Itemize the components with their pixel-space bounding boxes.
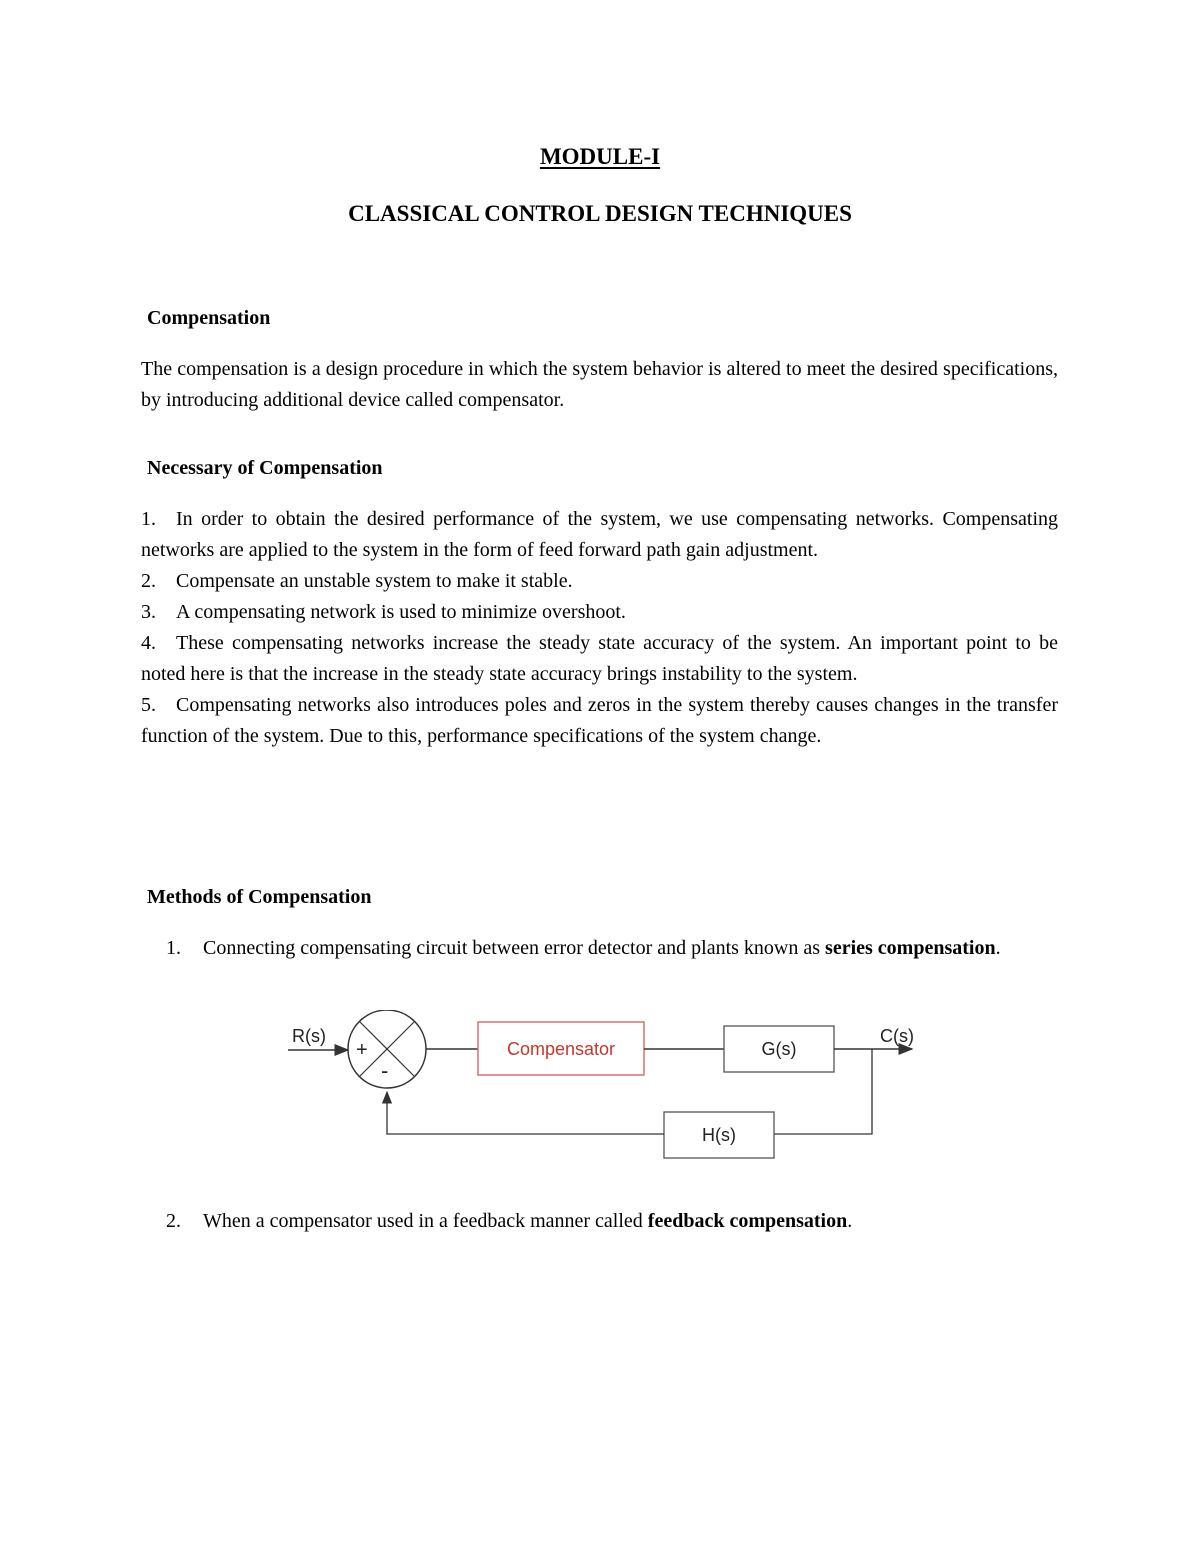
- methods-heading: Methods of Compensation: [147, 886, 372, 908]
- feedback-return-line: [387, 1092, 664, 1134]
- compensation-heading: Compensation: [147, 307, 271, 329]
- necessary-item-2: 2. Compensate an unstable system to make it stable.: [141, 570, 573, 592]
- compensator-label: Compensator: [506, 1039, 616, 1059]
- series-compensation-term: series compensation: [825, 937, 996, 959]
- plant-label: G(s): [761, 1039, 797, 1059]
- necessary-item-3: 3. A compensating network is used to minimize overshoot.: [141, 601, 626, 623]
- methods-item-1: 1. Connecting compensating circuit between error detector and plants known as series compensation.: [166, 937, 1001, 959]
- series-compensation-block-diagram: [280, 1010, 940, 1180]
- necessary-heading: Necessary of Compensation: [147, 457, 383, 479]
- output-label: C(s): [880, 1026, 914, 1046]
- necessary-item-5: 5. Compensating networks also introduces poles and zeros in the system thereby causes changes in the transfer function of the system. Due to this, performance specifications of the system change.: [141, 694, 1058, 747]
- feedback-label: H(s): [702, 1125, 736, 1145]
- input-label: R(s): [292, 1026, 326, 1046]
- necessary-list: [141, 504, 1058, 752]
- methods-item-2: 2. When a compensator used in a feedback manner called feedback compensation.: [166, 1210, 853, 1232]
- necessary-item-1: 1. In order to obtain the desired performance of the system, we use compensating networks. Compensating networks are applied to the system in the form of feed forward path gain adjustment.: [141, 508, 1058, 561]
- chapter-title: CLASSICAL CONTROL DESIGN TECHNIQUES: [348, 201, 852, 226]
- necessary-item-4: 4. These compensating networks increase the steady state accuracy of the system. An important point to be noted here is that the increase in the steady state accuracy brings instability to the system.: [141, 632, 1058, 685]
- module-title: MODULE-I: [539, 144, 661, 169]
- feedback-compensation-term: feedback compensation: [647, 1210, 848, 1232]
- compensation-paragraph: The compensation is a design procedure in which the system behavior is altered to meet the desired specifications, by introducing additional device called compensator.: [141, 358, 1058, 411]
- minus-sign: -: [381, 1058, 389, 1083]
- plus-sign: +: [356, 1039, 368, 1061]
